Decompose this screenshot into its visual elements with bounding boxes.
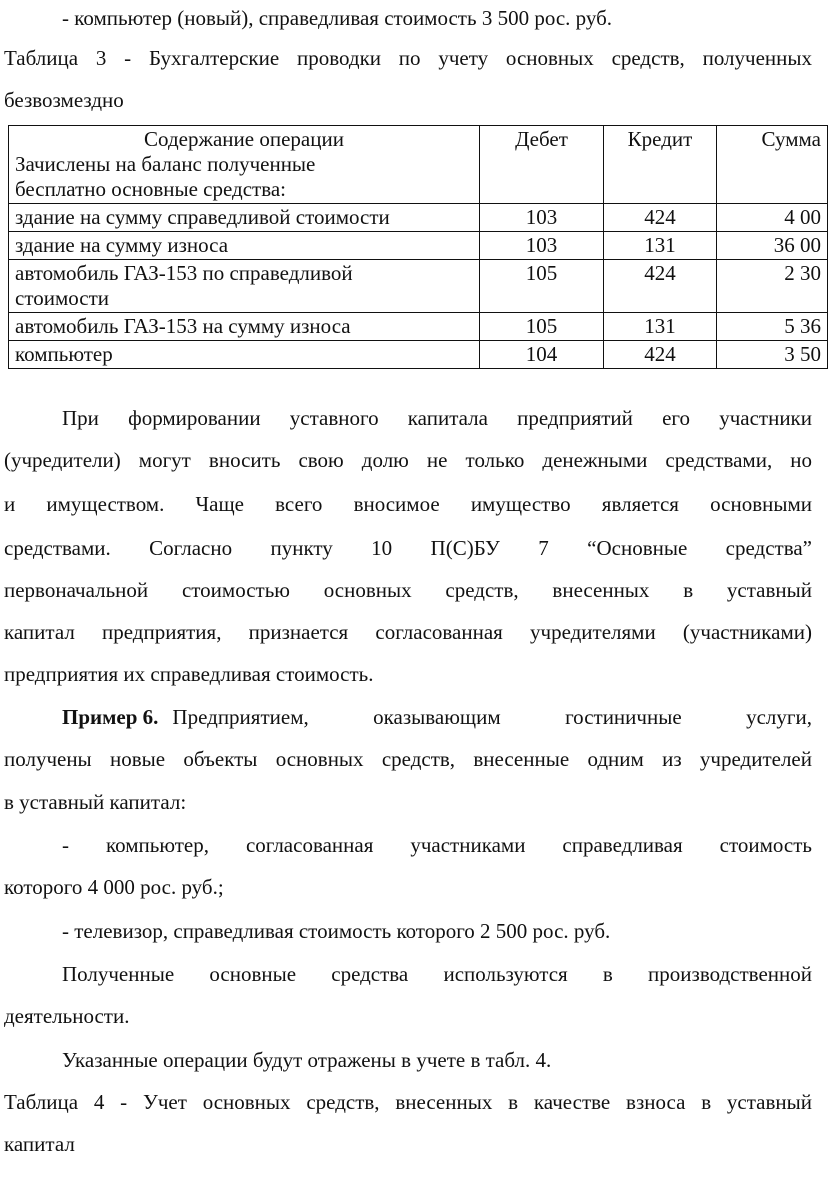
- group-label-line-2: бесплатно основные средства:: [15, 177, 286, 201]
- paragraph-6: Указанные операции будут отражены в учете в табл. 4.: [62, 1048, 552, 1072]
- header-cell-sum: Сумма: [717, 126, 828, 204]
- paragraph-1-line-4: средствами. Согласно пункту 10 П(С)БУ 7 “Основные средства”: [4, 536, 812, 560]
- cell-operation: автомобиль ГАЗ-153 на сумму износа: [9, 313, 480, 341]
- table-row: [9, 260, 828, 313]
- cell-operation: компьютер: [9, 341, 480, 369]
- cell-credit: 424: [604, 260, 717, 313]
- cell-operation-line-2: стоимости: [15, 286, 110, 310]
- list-item-computer-new: - компьютер (новый), справедливая стоимость 3 500 рос. руб.: [62, 6, 613, 30]
- paragraph-2-line-2: получены новые объекты основных средств, внесенные одним из учредителей: [4, 747, 812, 771]
- paragraph-1-line-2: (учредители) могут вносить свою долю не только денежными средствами, но: [4, 448, 812, 472]
- header-cell-operation: [9, 126, 480, 204]
- cell-operation: [9, 260, 480, 313]
- cell-operation: здание на сумму справедливой стоимости: [9, 204, 480, 232]
- table-row: [9, 232, 828, 260]
- cell-credit: 131: [604, 232, 717, 260]
- paragraph-5-line-2: деятельности.: [4, 1004, 130, 1028]
- cell-credit: 131: [604, 313, 717, 341]
- cell-sum: 5 36: [717, 313, 828, 341]
- cell-debit: 104: [480, 341, 604, 369]
- paragraph-5-line-1: Полученные основные средства используются в производственной: [62, 962, 812, 986]
- table-row: [9, 313, 828, 341]
- cell-sum: 36 00: [717, 232, 828, 260]
- paragraph-1-line-6: капитал предприятия, признается согласованная учредителями (участниками): [4, 620, 812, 644]
- cell-debit: 105: [480, 260, 604, 313]
- table-3: [8, 125, 828, 369]
- example-label: Пример 6.: [62, 705, 159, 729]
- table3-caption-line-1: Таблица 3 - Бухгалтерские проводки по учету основных средств, полученных: [4, 46, 812, 70]
- cell-operation-line-1: автомобиль ГАЗ-153 по справедливой: [15, 261, 353, 285]
- cell-sum: 4 00: [717, 204, 828, 232]
- paragraph-2-line-1-rest: Предприятием, оказывающим гостиничные услуги,: [172, 705, 812, 729]
- cell-sum: 2 30: [717, 260, 828, 313]
- header-cell-debit: Дебет: [480, 126, 604, 204]
- table-row: [9, 204, 828, 232]
- header-cell-credit: Кредит: [604, 126, 717, 204]
- table3-caption-line-2: безвозмездно: [4, 88, 124, 112]
- list-item-computer-line-1: - компьютер, согласованная участниками справедливая стоимость: [62, 833, 812, 857]
- cell-credit: 424: [604, 341, 717, 369]
- list-item-computer-line-2: которого 4 000 рос. руб.;: [4, 875, 224, 899]
- table-header-row: [9, 126, 828, 204]
- paragraph-2-line-1: [4, 703, 812, 731]
- cell-debit: 105: [480, 313, 604, 341]
- list-item-tv: - телевизор, справедливая стоимость которого 2 500 рос. руб.: [62, 919, 611, 943]
- cell-debit: 103: [480, 232, 604, 260]
- group-label-line-1: Зачислены на баланс полученные: [15, 152, 316, 176]
- paragraph-1-line-1: При формировании уставного капитала предприятий его участники: [62, 406, 812, 430]
- cell-operation: здание на сумму износа: [9, 232, 480, 260]
- paragraph-1-line-3: и имуществом. Чаще всего вносимое имущество является основными: [4, 492, 812, 516]
- table4-caption-line-1: Таблица 4 - Учет основных средств, внесенных в качестве взноса в уставный: [4, 1090, 812, 1114]
- cell-debit: 103: [480, 204, 604, 232]
- table-row: [9, 341, 828, 369]
- paragraph-1-line-5: первоначальной стоимостью основных средств, внесенных в уставный: [4, 578, 812, 602]
- paragraph-1-line-7: предприятия их справедливая стоимость.: [4, 662, 374, 686]
- table4-caption-line-2: капитал: [4, 1132, 75, 1156]
- cell-credit: 424: [604, 204, 717, 232]
- header-operation-label: Содержание операции: [144, 127, 344, 151]
- cell-sum: 3 50: [717, 341, 828, 369]
- paragraph-2-line-3: в уставный капитал:: [4, 790, 187, 814]
